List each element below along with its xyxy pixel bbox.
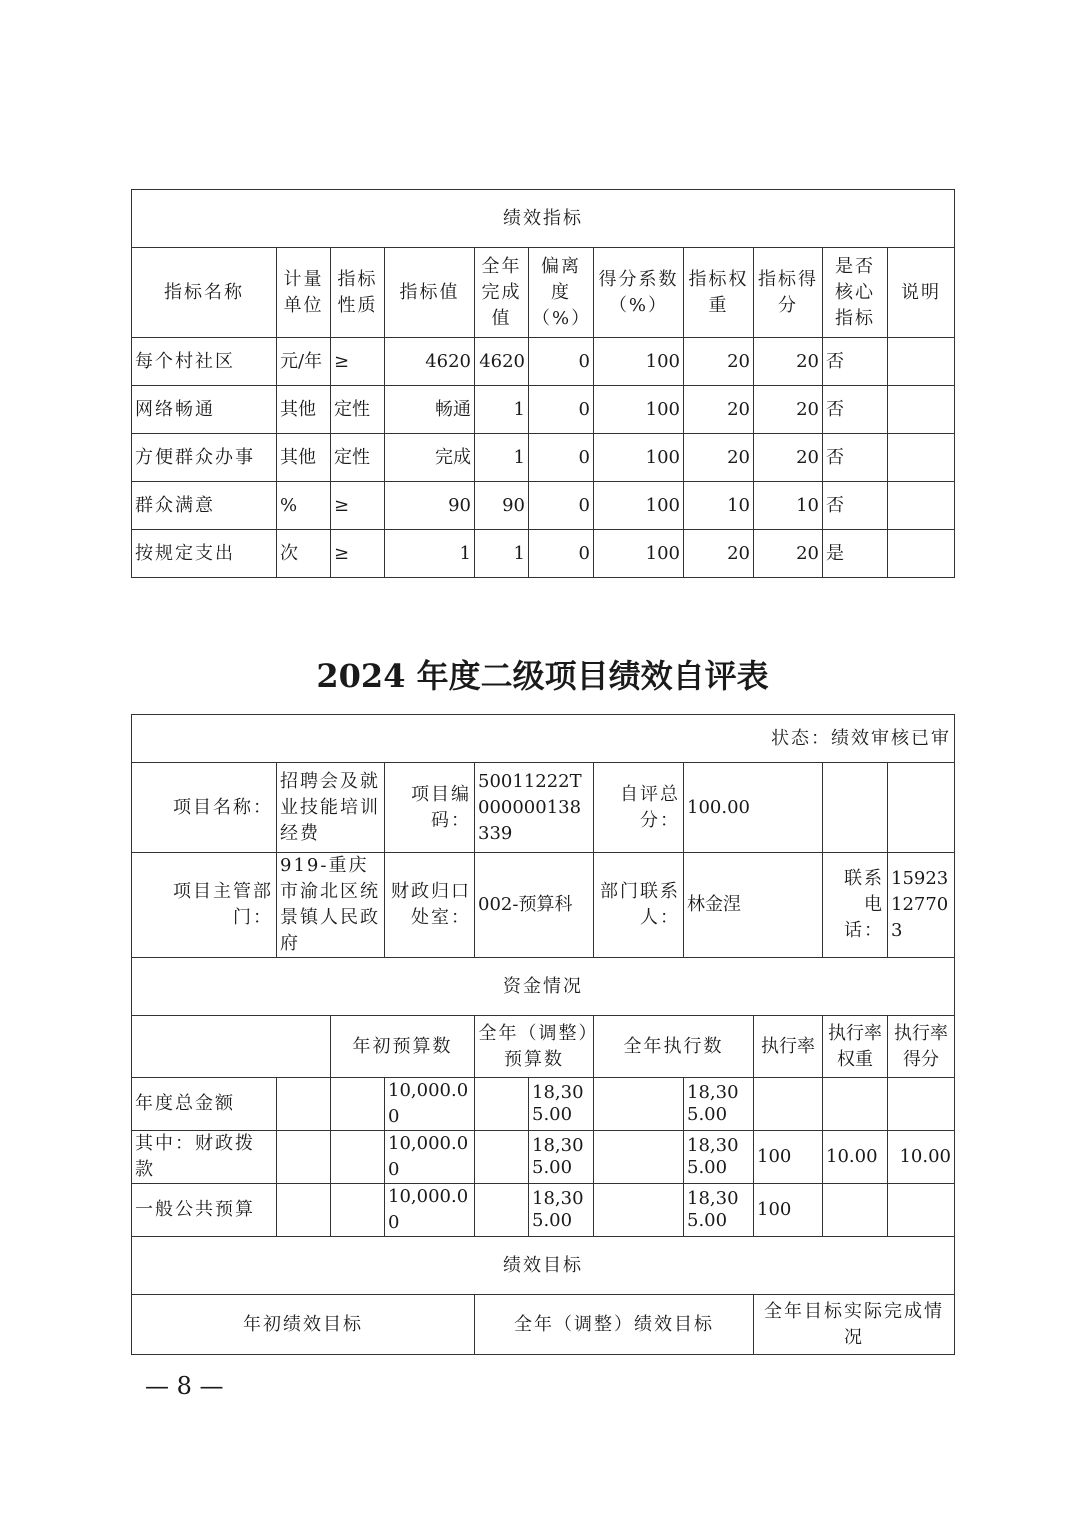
empty-cell	[475, 1184, 529, 1237]
header-actual-completion: 全年目标实际完成情况	[754, 1295, 955, 1355]
cell-unit: 元/年	[277, 338, 331, 386]
fund-weight	[823, 1184, 888, 1237]
cell-coefficient: 100	[594, 338, 684, 386]
fund-score	[888, 1078, 955, 1131]
empty-cell	[594, 1131, 684, 1184]
cell-deviation: 0	[529, 434, 594, 482]
cell-note	[888, 434, 955, 482]
cell-core: 是	[823, 530, 888, 578]
header-nature: 指标性质	[331, 248, 385, 338]
cell-deviation: 0	[529, 530, 594, 578]
cell-nature: 定性	[331, 434, 385, 482]
cell-note	[888, 386, 955, 434]
table-row	[132, 482, 955, 530]
cell-core: 否	[823, 386, 888, 434]
cell-value: 畅通	[385, 386, 475, 434]
cell-done: 4620	[475, 338, 529, 386]
empty-cell	[594, 1078, 684, 1131]
cell-nature: ≥	[331, 338, 385, 386]
cell-score: 20	[754, 386, 823, 434]
dept-label: 项目主管部门：	[132, 853, 277, 958]
header-core: 是否核心指标	[823, 248, 888, 338]
header-value: 指标值	[385, 248, 475, 338]
cell-deviation: 0	[529, 338, 594, 386]
fund-rate	[754, 1078, 823, 1131]
cell-score: 20	[754, 530, 823, 578]
goals-header-row	[132, 1295, 955, 1355]
project-code-value: 50011222T000000138339	[475, 763, 594, 853]
table-row	[132, 530, 955, 578]
cell-weight: 20	[684, 530, 754, 578]
cell-weight: 20	[684, 338, 754, 386]
empty-cell	[331, 1078, 385, 1131]
fund-initial: 10,000.00	[385, 1078, 475, 1131]
fund-executed: 18,305.00	[684, 1078, 754, 1131]
header-done: 全年完成值	[475, 248, 529, 338]
header-initial-budget: 年初预算数	[331, 1016, 475, 1078]
contact-value: 林金涅	[684, 853, 823, 958]
empty-cell	[475, 1078, 529, 1131]
fund-initial: 10,000.00	[385, 1131, 475, 1184]
cell-name: 每个村社区	[132, 338, 277, 386]
self-evaluation-table	[131, 714, 955, 1355]
cell-nature: 定性	[331, 386, 385, 434]
empty-cell	[277, 1184, 331, 1237]
cell-done: 90	[475, 482, 529, 530]
header-initial-goal: 年初绩效目标	[132, 1295, 475, 1355]
cell-done: 1	[475, 434, 529, 482]
fund-label: 一般公共预算	[132, 1184, 277, 1237]
cell-nature: ≥	[331, 482, 385, 530]
cell-weight: 10	[684, 482, 754, 530]
self-score-label: 自评总分：	[594, 763, 684, 853]
header-weight: 指标权重	[684, 248, 754, 338]
header-adjusted-goal: 全年（调整）绩效目标	[475, 1295, 754, 1355]
funds-section-title: 资金情况	[132, 958, 955, 1016]
funds-header-row	[132, 1016, 955, 1078]
cell-note	[888, 482, 955, 530]
table-row	[132, 1184, 955, 1237]
fund-weight	[823, 1078, 888, 1131]
fund-score	[888, 1184, 955, 1237]
header-note: 说明	[888, 248, 955, 338]
empty-cell	[888, 763, 955, 853]
indicators-table	[131, 189, 955, 578]
project-code-label: 项目编码：	[385, 763, 475, 853]
cell-deviation: 0	[529, 386, 594, 434]
indicators-section-title: 绩效指标	[132, 190, 955, 248]
cell-coefficient: 100	[594, 530, 684, 578]
dept-value: 919-重庆市渝北区统景镇人民政府	[277, 853, 385, 958]
header-indicator-name: 指标名称	[132, 248, 277, 338]
fund-executed: 18,305.00	[684, 1131, 754, 1184]
fund-initial: 10,000.00	[385, 1184, 475, 1237]
header-deviation: 偏离度（%）	[529, 248, 594, 338]
cell-note	[888, 530, 955, 578]
fund-rate: 100	[754, 1184, 823, 1237]
cell-score: 20	[754, 434, 823, 482]
cell-name: 方便群众办事	[132, 434, 277, 482]
cell-score: 10	[754, 482, 823, 530]
empty-cell	[823, 763, 888, 853]
cell-core: 否	[823, 482, 888, 530]
header-adjusted-budget: 全年（调整）预算数	[475, 1016, 594, 1078]
cell-name: 网络畅通	[132, 386, 277, 434]
fund-rate: 100	[754, 1131, 823, 1184]
cell-value: 4620	[385, 338, 475, 386]
indicators-header-row	[132, 248, 955, 338]
header-coefficient: 得分系数（%）	[594, 248, 684, 338]
contact-label: 部门联系人：	[594, 853, 684, 958]
cell-done: 1	[475, 530, 529, 578]
empty-cell	[132, 1016, 331, 1078]
empty-cell	[475, 1131, 529, 1184]
empty-cell	[277, 1131, 331, 1184]
table-row	[132, 434, 955, 482]
fund-adjusted: 18,305.00	[529, 1131, 594, 1184]
cell-core: 否	[823, 338, 888, 386]
table-row	[132, 386, 955, 434]
empty-cell	[594, 1184, 684, 1237]
header-score: 指标得分	[754, 248, 823, 338]
phone-value: 15923127703	[888, 853, 955, 958]
fund-score: 10.00	[888, 1131, 955, 1184]
cell-unit: 其他	[277, 434, 331, 482]
cell-done: 1	[475, 386, 529, 434]
cell-name: 按规定支出	[132, 530, 277, 578]
cell-name: 群众满意	[132, 482, 277, 530]
project-name-value: 招聘会及就业技能培训经费	[277, 763, 385, 853]
empty-cell	[331, 1131, 385, 1184]
cell-weight: 20	[684, 434, 754, 482]
cell-nature: ≥	[331, 530, 385, 578]
fund-adjusted: 18,305.00	[529, 1184, 594, 1237]
finance-value: 002-预算科	[475, 853, 594, 958]
header-executed: 全年执行数	[594, 1016, 754, 1078]
cell-value: 1	[385, 530, 475, 578]
cell-value: 完成	[385, 434, 475, 482]
cell-score: 20	[754, 338, 823, 386]
empty-cell	[331, 1184, 385, 1237]
self-score-value: 100.00	[684, 763, 823, 853]
goals-section-title: 绩效目标	[132, 1237, 955, 1295]
header-exec-rate: 执行率	[754, 1016, 823, 1078]
finance-label: 财政归口处室：	[385, 853, 475, 958]
status-text: 状态：绩效审核已审	[132, 715, 955, 763]
fund-adjusted: 18,305.00	[529, 1078, 594, 1131]
project-name-label: 项目名称：	[132, 763, 277, 853]
cell-unit: %	[277, 482, 331, 530]
fund-weight: 10.00	[823, 1131, 888, 1184]
header-exec-score: 执行率得分	[888, 1016, 955, 1078]
cell-coefficient: 100	[594, 386, 684, 434]
cell-weight: 20	[684, 386, 754, 434]
header-exec-weight: 执行率权重	[823, 1016, 888, 1078]
table-row	[132, 1078, 955, 1131]
empty-cell	[277, 1078, 331, 1131]
fund-label: 年度总金额	[132, 1078, 277, 1131]
header-unit: 计量单位	[277, 248, 331, 338]
page-number: — 8 —	[145, 1372, 224, 1400]
cell-unit: 次	[277, 530, 331, 578]
cell-unit: 其他	[277, 386, 331, 434]
cell-coefficient: 100	[594, 482, 684, 530]
fund-label: 其中：财政拨款	[132, 1131, 277, 1184]
cell-deviation: 0	[529, 482, 594, 530]
table-row	[132, 1131, 955, 1184]
phone-label: 联系电话：	[823, 853, 888, 958]
table-row	[132, 338, 955, 386]
cell-note	[888, 338, 955, 386]
fund-executed: 18,305.00	[684, 1184, 754, 1237]
cell-value: 90	[385, 482, 475, 530]
cell-coefficient: 100	[594, 434, 684, 482]
page-title: 2024 年度二级项目绩效自评表	[316, 657, 769, 695]
cell-core: 否	[823, 434, 888, 482]
